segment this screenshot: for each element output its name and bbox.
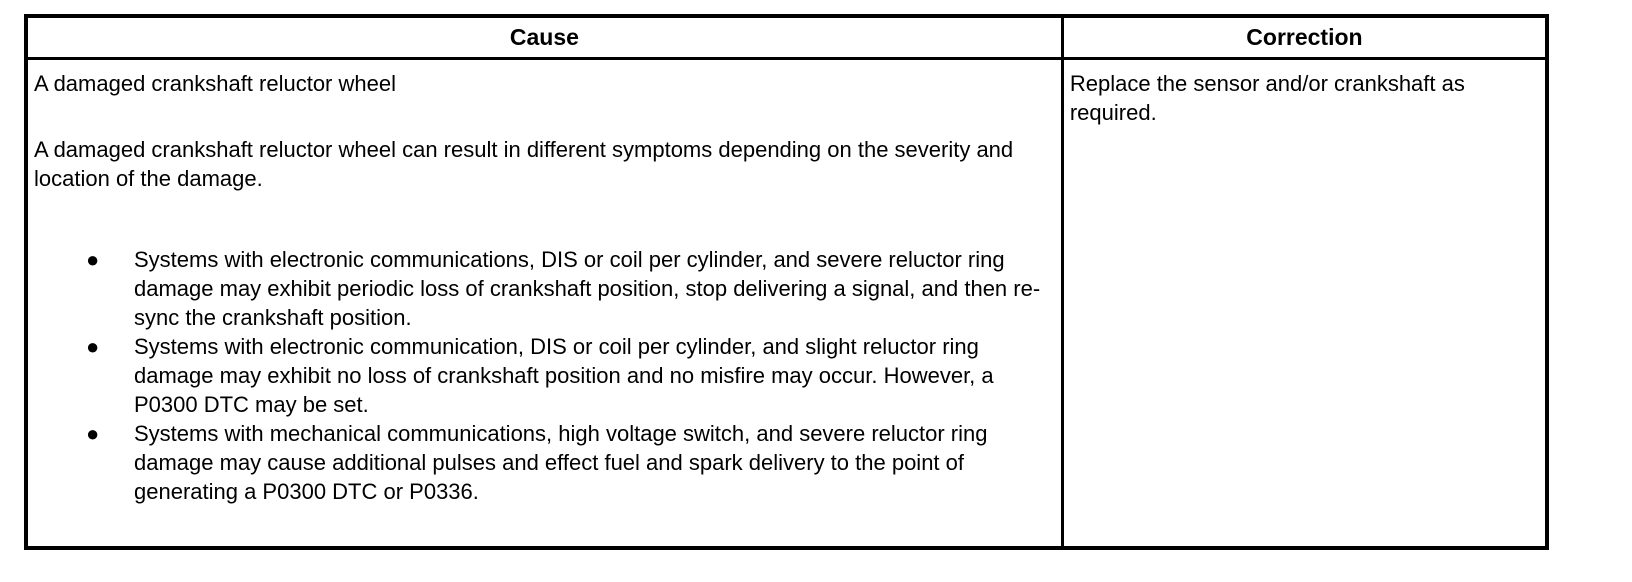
cause-title: A damaged crankshaft reluctor wheel	[34, 71, 396, 96]
list-item-text: Systems with electronic communication, DIS or coil per cylinder, and slight reluctor ring damage may exhibit no loss of crankshaft position and no misfire may occur. However, a P0300 DTC may be set.	[134, 334, 994, 417]
bullet-icon: ●	[86, 334, 100, 359]
table-row	[26, 59, 1547, 549]
cause-cell	[26, 59, 1062, 549]
list-item	[34, 419, 1055, 506]
list-item-text: Systems with mechanical communications, high voltage switch, and severe reluctor ring damage may cause additional pulses and effect fuel and spark delivery to the point of generating a P0300 DTC or P0336.	[134, 421, 988, 504]
correction-text: Replace the sensor and/or crankshaft as required.	[1069, 71, 1465, 125]
list-item	[34, 332, 1055, 419]
cause-header: Cause	[26, 16, 1062, 59]
correction-cell	[1062, 59, 1547, 549]
list-item-text: Systems with electronic communications, DIS or coil per cylinder, and severe reluctor ring damage may exhibit periodic loss of crankshaft position, stop delivering a signal, and then re-sync the crankshaft position.	[134, 247, 1041, 330]
symptom-list	[34, 245, 1055, 506]
correction-header: Correction	[1062, 16, 1547, 59]
cause-description: A damaged crankshaft reluctor wheel can result in different symptoms depending on the severity and location of the damage.	[34, 137, 1014, 191]
cause-correction-table	[24, 14, 1549, 550]
bullet-icon: ●	[86, 247, 100, 272]
list-item	[34, 245, 1055, 332]
bullet-icon: ●	[86, 421, 100, 446]
header-row	[26, 16, 1547, 59]
